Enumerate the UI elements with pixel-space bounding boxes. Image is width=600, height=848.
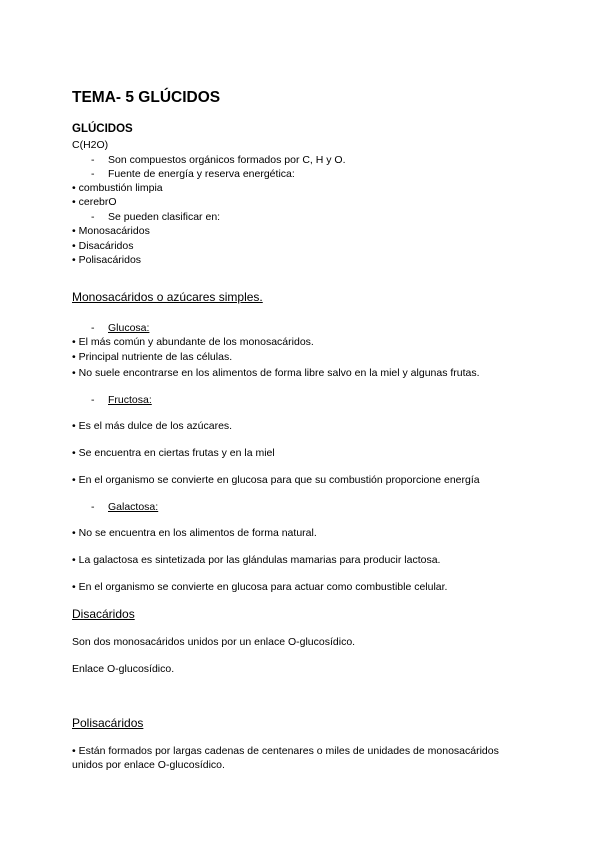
dash-marker: - <box>91 154 95 166</box>
dash-item: Son compuestos orgánicos formados por C, H y O. <box>108 154 346 166</box>
section-heading-disacaridos: Disacáridos <box>72 607 135 621</box>
bullet-marker: • <box>72 196 76 208</box>
bullet-text: Disacáridos <box>78 240 134 252</box>
paragraph: Enlace O-glucosídico. <box>72 663 175 675</box>
bullet-item <box>72 474 480 487</box>
dash-marker: - <box>91 211 95 223</box>
dash-marker: - <box>91 394 95 406</box>
bullet-text: Principal nutriente de las células. <box>78 351 233 363</box>
bullet-item <box>72 336 314 349</box>
bullet-marker: • <box>72 581 76 593</box>
bullet-text: Polisacáridos <box>78 254 142 266</box>
bullet-item <box>72 240 133 253</box>
bullet-marker: • <box>72 336 76 348</box>
bullet-text: En el organismo se convierte en glucosa para que su combustión proporcione energía <box>78 474 480 486</box>
subheading-galactosa: Galactosa: <box>108 501 159 513</box>
page-title: TEMA- 5 GLÚCIDOS <box>72 89 221 106</box>
dash-marker: - <box>91 168 95 180</box>
bullet-text: Se encuentra en ciertas frutas y en la miel <box>78 447 275 459</box>
section-heading-monosacaridos: Monosacáridos o azúcares simples. <box>72 290 263 304</box>
dash-marker: - <box>91 501 95 513</box>
bullet-item <box>72 351 232 364</box>
bullet-marker: • <box>72 351 76 363</box>
subheading-glucosa: Glucosa: <box>108 322 150 334</box>
bullet-text: Monosacáridos <box>78 225 150 237</box>
subheading-fructosa: Fructosa: <box>108 394 152 406</box>
section-heading-polisacaridos: Polisacáridos <box>72 716 144 730</box>
paragraph: Son dos monosacáridos unidos por un enlace O-glucosídico. <box>72 636 356 648</box>
bullet-marker: • <box>72 527 76 539</box>
bullet-text: Están formados por largas cadenas de centenares o miles de unidades de monosacáridos <box>78 745 499 757</box>
bullet-item <box>72 225 150 238</box>
section-heading-glucidos: GLÚCIDOS <box>72 123 133 135</box>
bullet-item <box>72 420 232 433</box>
bullet-item <box>72 367 480 380</box>
bullet-marker: • <box>72 554 76 566</box>
bullet-marker: • <box>72 474 76 486</box>
bullet-marker: • <box>72 254 76 266</box>
bullet-marker: • <box>72 240 76 252</box>
bullet-item <box>72 196 117 209</box>
bullet-item <box>72 254 141 267</box>
bullet-text: Es el más dulce de los azúcares. <box>78 420 233 432</box>
bullet-text: No se encuentra en los alimentos de forma natural. <box>78 527 317 539</box>
bullet-item <box>72 182 163 195</box>
bullet-text: cerebrO <box>78 196 117 208</box>
formula-text: C(H2O) <box>72 139 109 151</box>
bullet-marker: • <box>72 420 76 432</box>
bullet-item <box>72 447 275 460</box>
bullet-item <box>72 554 440 567</box>
dash-item: Fuente de energía y reserva energética: <box>108 168 295 180</box>
dash-marker: - <box>91 322 95 334</box>
bullet-marker: • <box>72 225 76 237</box>
bullet-item <box>72 745 499 758</box>
bullet-continuation: unidos por enlace O-glucosídico. <box>72 759 225 771</box>
bullet-marker: • <box>72 182 76 194</box>
bullet-text: El más común y abundante de los monosacáridos. <box>78 336 314 348</box>
bullet-item <box>72 527 317 540</box>
bullet-marker: • <box>72 367 76 379</box>
bullet-marker: • <box>72 745 76 757</box>
bullet-text: La galactosa es sintetizada por las glándulas mamarias para producir lactosa. <box>78 554 441 566</box>
bullet-text: combustión limpia <box>78 182 163 194</box>
bullet-item <box>72 581 447 594</box>
bullet-text: No suele encontrarse en los alimentos de forma libre salvo en la miel y algunas frutas. <box>78 367 480 379</box>
bullet-text: En el organismo se convierte en glucosa para actuar como combustible celular. <box>78 581 448 593</box>
bullet-marker: • <box>72 447 76 459</box>
dash-item: Se pueden clasificar en: <box>108 211 221 223</box>
